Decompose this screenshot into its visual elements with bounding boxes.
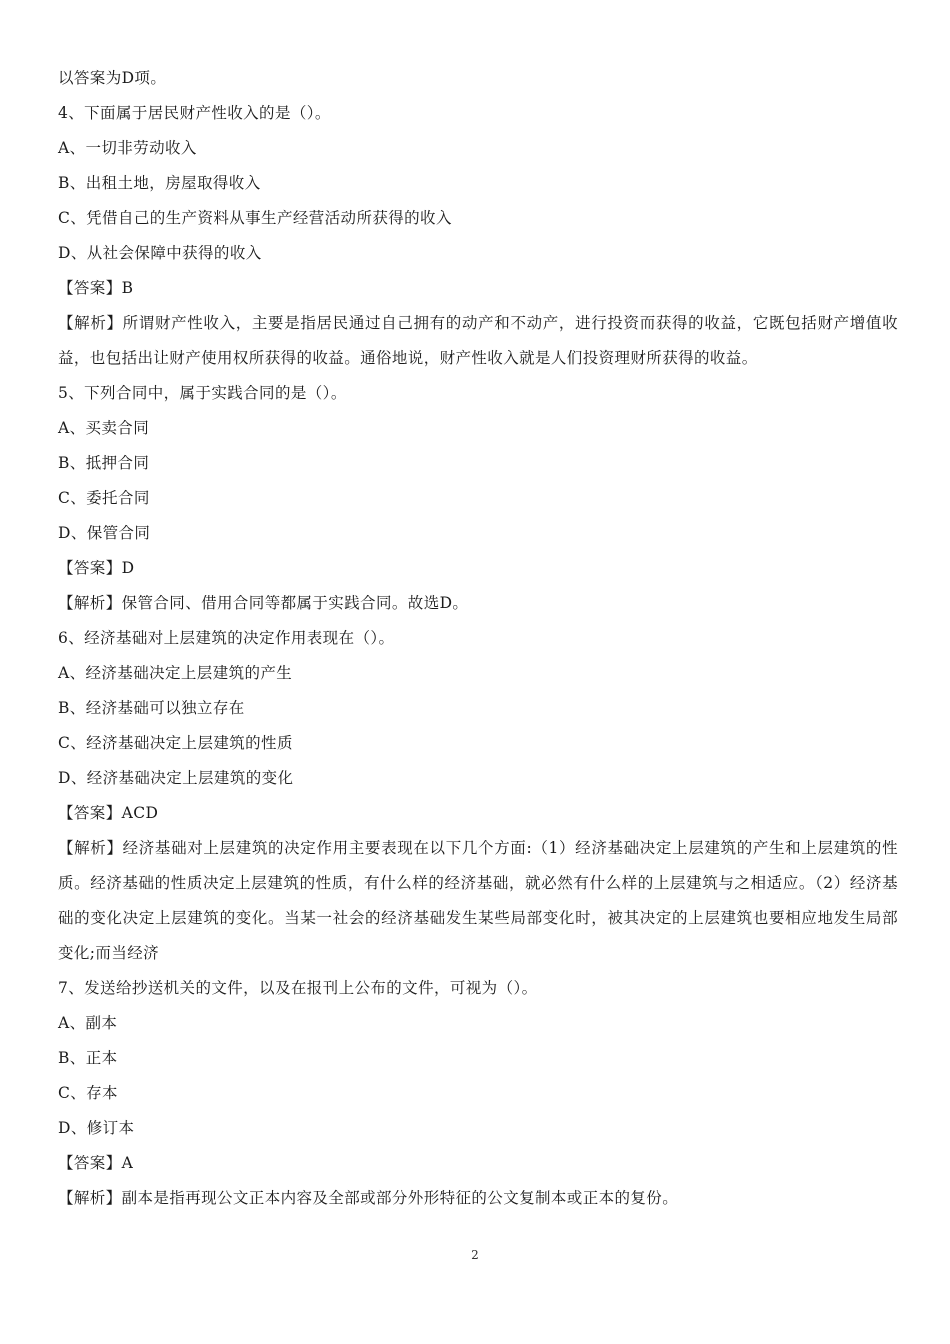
question-4: 4、下面属于居民财产性收入的是（）。 — [58, 104, 331, 122]
option-7a: A、副本 — [58, 1014, 118, 1032]
question-6: 6、经济基础对上层建筑的决定作用表现在（）。 — [58, 629, 395, 647]
answer-conclusion-3: 以答案为D项。 — [58, 69, 167, 87]
analysis-6: 【解析】经济基础对上层建筑的决定作用主要表现在以下几个方面:（1）经济基础决定上层建筑的产生和上层建筑的性质。经济基础的性质决定上层建筑的性质，有什么样的经济基础，就必然有什么样的上层建筑与之相适应。（2）经济基础的变化决定上层建筑的变化。当某一社会的经济基础发生某些局部变化时，被其决定的上层建筑也要相应地发生局部变化;而当经济 — [58, 839, 898, 962]
analysis-7: 【解析】副本是指再现公文正本内容及全部或部分外形特征的公文复制本或正本的复份。 — [58, 1189, 679, 1207]
analysis-4: 【解析】所谓财产性收入，主要是指居民通过自己拥有的动产和不动产，进行投资而获得的收益，它既包括财产增值收益，也包括出让财产使用权所获得的收益。通俗地说，财产性收入就是人们投资理财所获得的收益。 — [58, 314, 898, 367]
option-6a: A、经济基础决定上层建筑的产生 — [58, 664, 293, 682]
option-5c: C、委托合同 — [58, 489, 150, 507]
option-6b: B、经济基础可以独立存在 — [58, 699, 245, 717]
question-7: 7、发送给抄送机关的文件，以及在报刊上公布的文件，可视为（）。 — [58, 979, 538, 997]
page-number: 2 — [471, 1248, 479, 1262]
option-4a: A、一切非劳动收入 — [58, 139, 197, 157]
question-5: 5、下列合同中，属于实践合同的是（）。 — [58, 384, 347, 402]
option-6c: C、经济基础决定上层建筑的性质 — [58, 734, 293, 752]
answer-4: 【答案】B — [58, 279, 134, 297]
option-6d: D、经济基础决定上层建筑的变化 — [58, 769, 294, 787]
option-7c: C、存本 — [58, 1084, 118, 1102]
option-5b: B、抵押合同 — [58, 454, 150, 472]
option-7b: B、正本 — [58, 1049, 118, 1067]
option-4b: B、出租土地，房屋取得收入 — [58, 174, 261, 192]
analysis-5: 【解析】保管合同、借用合同等都属于实践合同。故选D。 — [58, 594, 469, 612]
answer-5: 【答案】D — [58, 559, 135, 577]
document-body — [58, 61, 898, 1216]
option-7d: D、修订本 — [58, 1119, 135, 1137]
option-5d: D、保管合同 — [58, 524, 151, 542]
option-4c: C、凭借自己的生产资料从事生产经营活动所获得的收入 — [58, 209, 452, 227]
answer-6: 【答案】ACD — [58, 804, 159, 822]
option-4d: D、从社会保障中获得的收入 — [58, 244, 262, 262]
option-5a: A、买卖合同 — [58, 419, 150, 437]
answer-7: 【答案】A — [58, 1154, 134, 1172]
